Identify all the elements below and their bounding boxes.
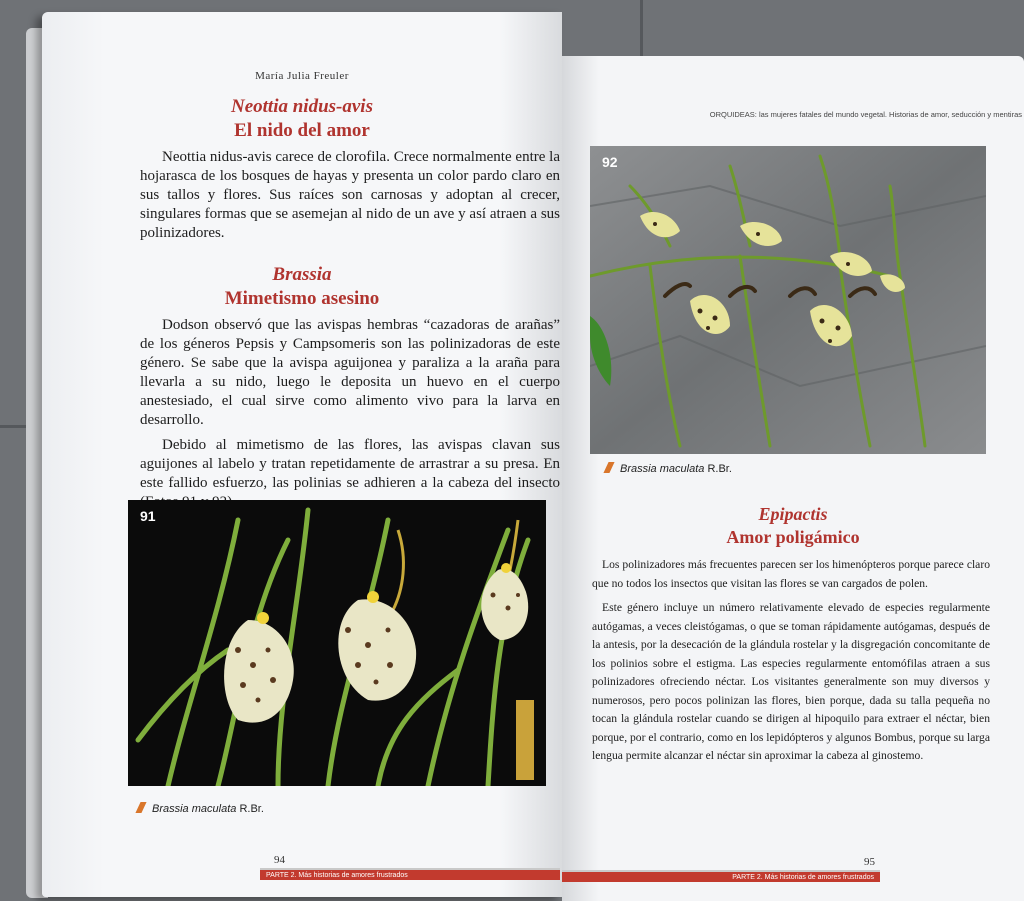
caption-marker-icon <box>603 462 614 473</box>
section-subtitle: El nido del amor <box>234 120 370 141</box>
photo-number: 91 <box>140 508 156 524</box>
paragraph: Neottia nidus-avis carece de clorofila. Crece normalmente entre la hojarasca de los bosques de hayas y presenta un color pardo claro en sus tallos y flores. Sus raíces son carnosas y adoptan al crecer, singulares formas que se asemejan al nido de un ave y así atraen a sus polinizadores. <box>140 149 560 241</box>
footer-band <box>562 870 880 882</box>
running-head-title: ORQUIDEAS: las mujeres fatales del mundo vegetal. Historias de amor, seducción y mentiras <box>709 110 1022 119</box>
section-subtitle: Amor poligámico <box>726 527 860 547</box>
section-genus-title: Epipactis <box>758 504 828 524</box>
left-page <box>42 12 562 897</box>
section-genus-title: Brassia <box>272 264 332 285</box>
caption-species: Brassia maculata <box>620 463 705 475</box>
section-genus-title: Neottia nidus-avis <box>231 96 373 117</box>
section-epipactis <box>562 504 1024 548</box>
caption-author: R.Br. <box>239 803 264 815</box>
caption-species: Brassia maculata <box>152 803 237 815</box>
page-number: 94 <box>274 854 285 866</box>
photo-number: 92 <box>602 154 618 170</box>
photo-caption <box>138 802 264 815</box>
caption-marker-icon <box>135 802 146 813</box>
paragraph: Los polinizadores más frecuentes parecen ser los himenópteros porque parece claro que no todos los insectos que visitan las flores se van cargados de polen. <box>592 558 990 590</box>
section-neottia <box>42 96 562 142</box>
paragraph-block <box>140 148 560 243</box>
photo-92 <box>590 146 986 454</box>
right-page <box>562 56 1024 901</box>
section-subtitle: Mimetismo asesino <box>224 288 380 309</box>
paragraph: Dodson observó que las avispas hembras “cazadoras de arañas” de los géneros Pepsis y Campsomeris son las polinizadoras de este género. Se sabe que la avispa aguijonea y paraliza a la araña para llevarla a su nido, luego le deposita un huevo en el cuerpo anestesiado, el cual sirve como alimento vivo para la larva en desarrollo. <box>140 317 560 428</box>
open-book <box>12 8 1024 901</box>
paragraph-block <box>140 316 560 512</box>
photo-caption <box>606 462 732 475</box>
page-number: 95 <box>864 856 875 868</box>
orchid-illustration <box>590 146 986 454</box>
paragraph: Debido al mimetismo de las flores, las avispas clavan sus aguijones al labelo y tratan repetidamente de arrastrar a su presa. En este fallido esfuerzo, las polinias se adhieren a la cabeza del insecto <box>140 437 560 491</box>
paragraph: Este género incluye un número relativamente elevado de especies regularmente autógamas, a veces cleistógamas, o que se toman rápidamente autógamas, después de la antesis, por la desecación de la glándula rostelar y la disgregación concomitante de los polinios sobre el estigma. Las especies regularmente entomófilas atraen a sus polinizadores ofreciendo néctar. Los visitantes generalmente son muy diversos y numerosos, pero pocos polinizan las flores, bien porque, dada su talla pequeña no tocan la glándula rostelar cuando se dirigen al hipoquilo para extraer el néctar, bien porque, por el contrario, como en los lepidópteros y algunos Bombus, porque su larga lengua permite alcanzar el néctar sin aproximar la cabeza al ginostemo. <box>592 601 990 762</box>
footer-label: PARTE 2. Más historias de amores frustrados <box>266 872 408 879</box>
paragraph-block <box>592 556 990 766</box>
caption-author: R.Br. <box>707 463 732 475</box>
section-brassia <box>42 264 562 310</box>
footer-band <box>260 868 560 880</box>
footer-label: PARTE 2. Más historias de amores frustrados <box>732 874 874 881</box>
photo-91 <box>128 500 546 786</box>
orchid-illustration <box>128 500 546 786</box>
running-head-author: María Julia Freuler <box>255 70 349 82</box>
